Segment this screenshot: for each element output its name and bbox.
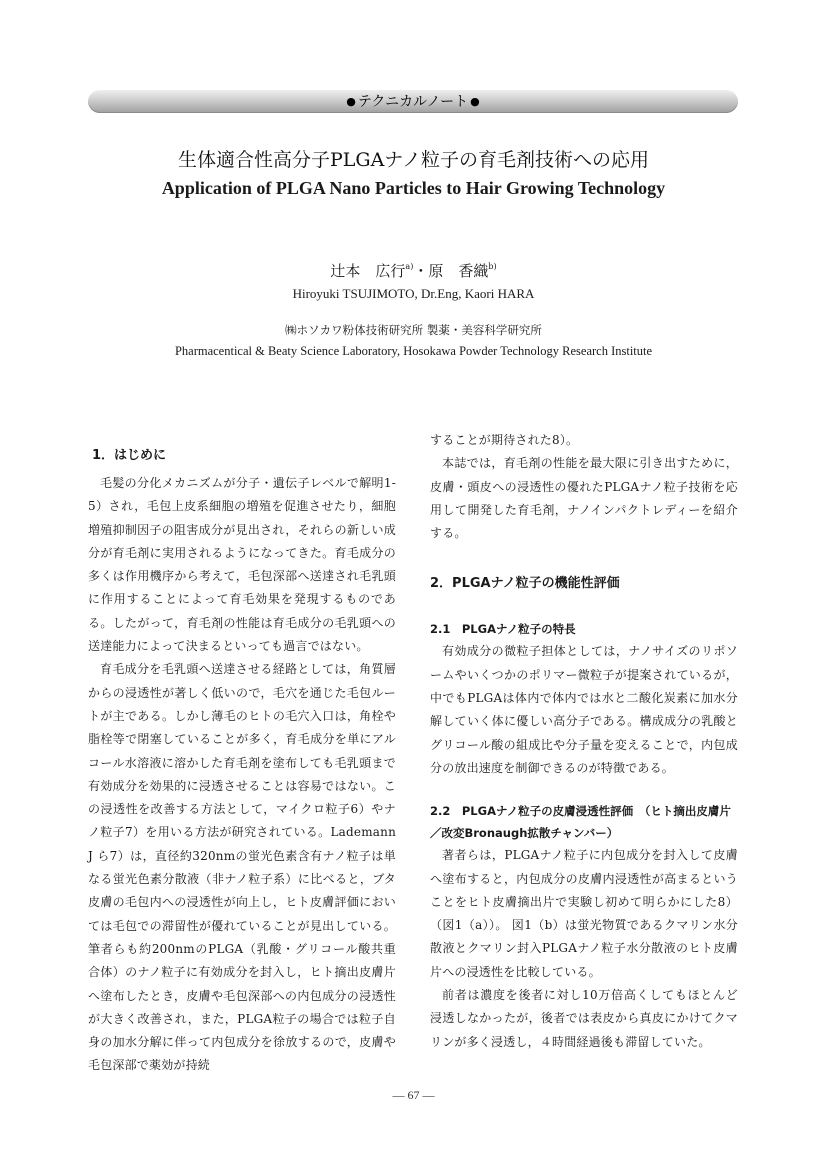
right-column xyxy=(430,429,738,1054)
author-1: 辻本 広行 xyxy=(330,262,406,280)
intro-paragraph-1: 毛髪の分化メカニズムが分子・遺伝子レベルで解明1-5）され，毛包上皮系細胞の増殖を促進させたり，細胞増殖抑制因子の阻害成分が見出され，それらの新しい成分が育毛剤に実用されるようになってきた。育毛成分の多くは作用機序から考えて，毛包深部へ送達され毛乳頭に作用することによって育毛効果を発現するものである。したがって，育毛剤の性能は育毛成分の毛乳頭への送達能力によって決まるといっても過言ではない。 xyxy=(88,476,396,654)
affiliation-japanese: ㈱ホソカワ粉体技術研究所 製薬・美容科学研究所 xyxy=(285,323,542,337)
bullet-icon: ● xyxy=(346,94,356,108)
authors-english: Hiroyuki TSUJIMOTO, Dr.Eng, Kaori HARA xyxy=(292,286,535,301)
left-column xyxy=(88,472,396,1078)
title-japanese: 生体適合性高分子PLGAナノ粒子の育毛剤技術への応用 xyxy=(178,149,649,171)
intro-paragraph-2: 育毛成分を毛乳頭へ送達させる経路としては，角質層からの浸透性が著しく低いので，毛穴を通じた毛包ルートが主である。しかし薄毛のヒトの毛穴入口は，角栓や脂栓等で閉塞していることが多く，育毛成分を単にアルコール水溶液に溶かした育毛剤を塗布しても毛乳頭まで有効成分を効果的に浸透させることは容易ではない。この浸透性を改善する方法として，マイクロ粒子6）やナノ粒子7）を用いる方法が研究されている。Lademann J ら7）は，直径約320nmの蛍光色素含有ナノ粒子は単なる蛍光色素分散液（非ナノ粒子系）に比べると，ブタ皮膚の毛包内への浸透性が向上し，ヒト皮膚評価においては毛包での滞留性が優れていることが見出している。筆者らも約200nmのPLGA（乳酸・グリコール酸共重合体）のナノ粒子に有効成分を封入し，ヒト摘出皮膚片へ塗布したとき，皮膚や毛包深部への内包成分の浸透性が大きく改善され，また，PLGA粒子の場合では粒子自身の加水分解に伴って内包成分を徐放するので，皮膚や毛包深部で薬効が持続 xyxy=(88,662,396,1073)
author-1-affiliation-mark: a) xyxy=(405,262,414,271)
author-separator: ・ xyxy=(413,262,429,280)
section-2-2-paragraph-2: 前者は濃度を後者に対し10万倍高くしてもほとんど浸透しなかったが，後者では表皮から真皮にかけてクマリンが多く浸透し，４時間経過後も滞留していた。 xyxy=(430,988,738,1049)
affiliation-english: Pharmacentical & Beaty Science Laboratory, Hosokawa Powder Technology Research Institute xyxy=(174,344,653,358)
section-1-heading: 1．はじめに xyxy=(92,448,167,463)
title-english: Application of PLGA Nano Particles to Hair Growing Technology xyxy=(161,178,666,198)
section-2-heading: 2．PLGAナノ粒子の機能性評価 xyxy=(430,576,620,592)
authors-japanese xyxy=(0,260,827,281)
subsection-2-1-heading: 2.1 PLGAナノ粒子の特長 xyxy=(430,622,576,637)
page-number: — 67 — xyxy=(392,1088,435,1102)
intro-continuation: することが期待された8）。 xyxy=(430,433,579,447)
intro-paragraph-3: 本誌では，育毛剤の性能を最大限に引き出すために，皮膚・頭皮への浸透性の優れたPLGAナノ粒子技術を応用して開発した育毛剤，ナノインパクトレディーを紹介する。 xyxy=(430,456,738,541)
author-2-affiliation-mark: b) xyxy=(488,262,497,271)
author-2: 原 香織 xyxy=(428,262,489,280)
section-banner xyxy=(88,89,738,113)
section-2-2-paragraph-1: 著者らは，PLGAナノ粒子に内包成分を封入して皮膚へ塗布すると，内包成分の皮膚内浸透性が高まるということをヒト皮膚摘出片で実験し初めて明らかにした8）（図1（a））。 図1（b）は蛍光物質であるクマリン水分散液とクマリン封入PLGAナノ粒子水分散液のヒト皮膚片への浸透性を比較している。 xyxy=(430,848,738,979)
subsection-2-2-heading: 2.2 PLGAナノ粒子の皮膚浸透性評価 （ヒト摘出皮膚片／改変Bronaugh拡散チャンバー） xyxy=(430,804,731,841)
bullet-icon: ● xyxy=(470,94,480,108)
section-2-1-paragraph: 有効成分の微粒子担体としては，ナノサイズのリポソームやいくつかのポリマー微粒子が提案されているが，中でもPLGAは体内で体内では水と二酸化炭素に加水分解していく体に優しい高分子である。構成成分の乳酸とグリコール酸の組成比や分子量を変えることで，内包成分の放出速度を制御できるのが特徴である。 xyxy=(430,644,738,775)
banner-label: テクニカルノート xyxy=(357,94,469,110)
